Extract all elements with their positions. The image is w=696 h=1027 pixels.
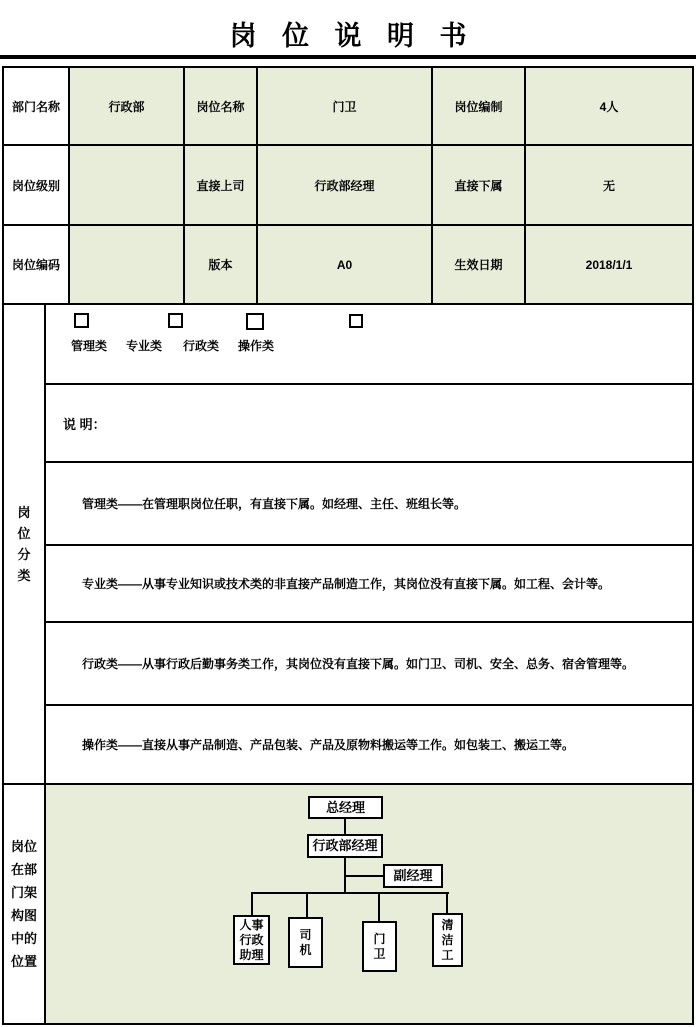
org-node-admin-dept-manager: 行政部经理 — [307, 834, 383, 858]
label-direct-subordinates: 直接下属 — [433, 146, 526, 226]
section-label-line: 门架 — [10, 885, 37, 900]
title-underline — [0, 55, 696, 59]
section-label-line: 构图 — [10, 908, 37, 923]
checkbox-management[interactable] — [74, 313, 89, 328]
checkbox-professional[interactable] — [168, 313, 183, 328]
org-node-cleaner: 清 洁 工 — [432, 913, 463, 967]
value-headcount: 4人 — [526, 68, 692, 146]
label-position-name: 岗位名称 — [185, 68, 258, 146]
label-direct-supervisor: 直接上司 — [185, 146, 258, 226]
form-table — [2, 66, 694, 1025]
value-version: A0 — [258, 226, 433, 305]
section-label-line: 岗位 — [10, 839, 37, 854]
checkbox-label-management: 管理类 — [71, 339, 108, 353]
connector-root-to-manager — [344, 819, 346, 834]
section-label-line: 中的 — [10, 931, 37, 946]
connector-drop-child1 — [251, 892, 253, 915]
description-management: 管理类——在管理职岗位任职，有直接下属。如经理、主任、班组长等。 — [46, 463, 692, 546]
connector-drop-child2 — [306, 892, 308, 917]
section-label-line: 在部 — [10, 862, 37, 877]
label-position-grade: 岗位级别 — [4, 146, 70, 226]
value-effective-date: 2018/1/1 — [526, 226, 692, 305]
description-operational: 操作类——直接从事产品制造、产品包装、产品及原物料搬运等工作。如包装工、搬运工等。 — [46, 706, 692, 785]
label-department-name: 部门名称 — [4, 68, 70, 146]
section-label-position-classification — [4, 305, 46, 785]
section-label-char: 类 — [17, 568, 31, 583]
label-version: 版本 — [185, 226, 258, 305]
connector-drop-child4 — [446, 892, 448, 913]
org-node-gatekeeper: 门 卫 — [362, 921, 397, 972]
page-title: 岗 位 说 明 书 — [229, 21, 476, 51]
value-position-code — [70, 226, 185, 305]
checkbox-label-professional: 专业类 — [126, 339, 163, 353]
value-department-name: 行政部 — [70, 68, 185, 146]
classification-checkbox-row — [46, 305, 692, 385]
label-position-code: 岗位编码 — [4, 226, 70, 305]
section-label-char: 岗 — [17, 505, 31, 520]
description-administrative: 行政类——从事行政后勤事务类工作，其岗位没有直接下属。如门卫、司机、安全、总务、宿舍管理等。 — [46, 623, 692, 706]
checkbox-administrative[interactable] — [246, 313, 264, 330]
org-node-hr-admin-assistant: 人事 行政 助理 — [233, 915, 270, 965]
org-node-deputy-manager: 副经理 — [383, 864, 443, 888]
org-chart-canvas — [46, 785, 692, 1023]
connector-children-bar — [252, 892, 449, 894]
value-position-grade — [70, 146, 185, 226]
label-headcount: 岗位编制 — [433, 68, 526, 146]
section-label-line: 位置 — [10, 954, 37, 969]
value-direct-supervisor: 行政部经理 — [258, 146, 433, 226]
org-node-driver: 司 机 — [288, 917, 323, 968]
checkbox-label-administrative: 行政类 — [183, 339, 220, 353]
note-row — [46, 385, 692, 463]
section-label-org-position — [4, 785, 46, 1023]
connector-to-deputy — [344, 875, 383, 877]
value-direct-subordinates: 无 — [526, 146, 692, 226]
checkbox-operational[interactable] — [349, 314, 363, 328]
section-label-char: 位 — [17, 526, 31, 541]
value-position-name: 门卫 — [258, 68, 433, 146]
note-label: 说 明： — [63, 416, 106, 432]
org-node-general-manager: 总经理 — [308, 796, 383, 819]
checkbox-label-operational: 操作类 — [238, 339, 275, 353]
label-effective-date: 生效日期 — [433, 226, 526, 305]
section-label-char: 分 — [17, 547, 31, 562]
connector-drop-child3 — [378, 892, 380, 921]
description-professional: 专业类——从事专业知识或技术类的非直接产品制造工作，其岗位没有直接下属。如工程、会计等。 — [46, 546, 692, 623]
